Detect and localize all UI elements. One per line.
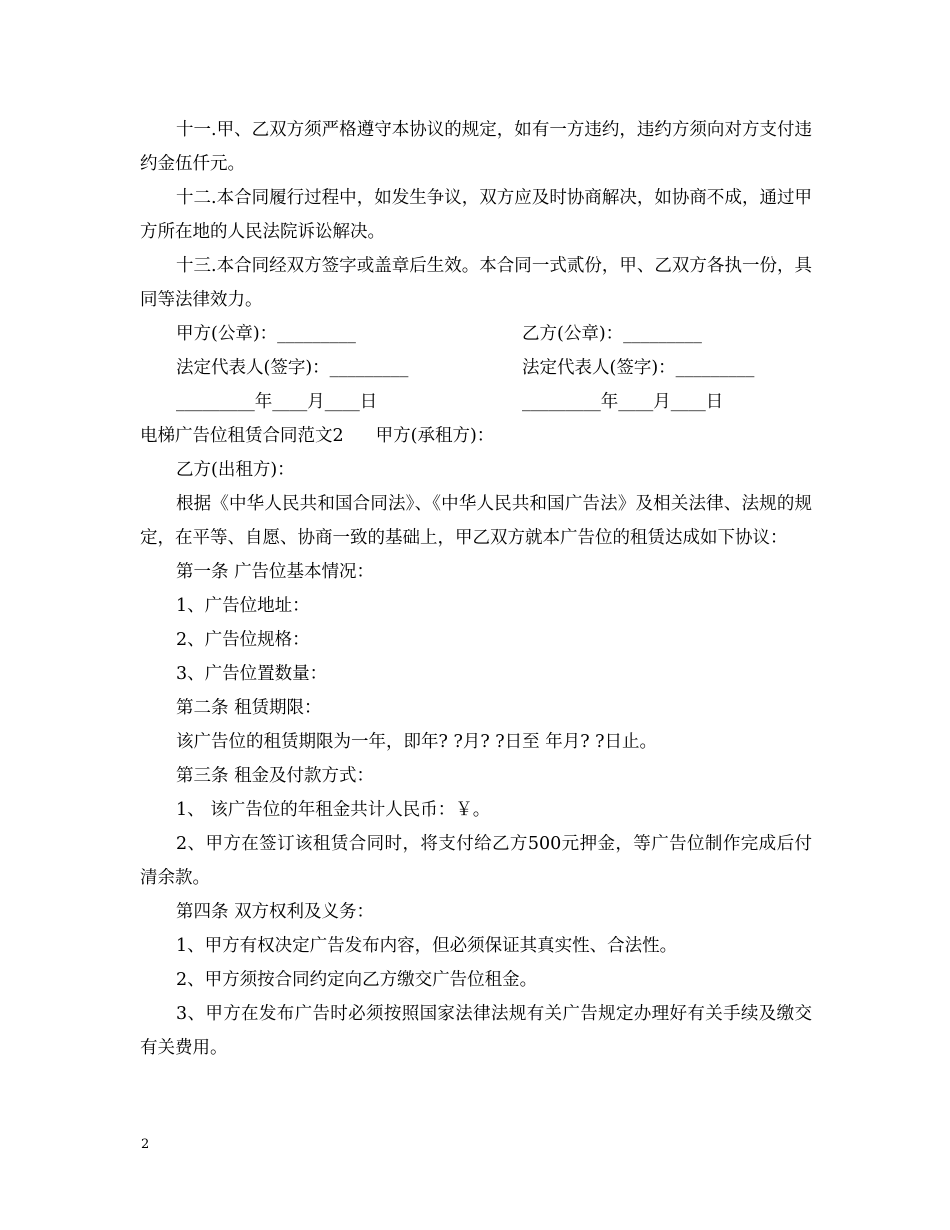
article-2-heading: 第二条 租赁期限： bbox=[176, 698, 322, 718]
signature-row-date bbox=[140, 385, 812, 419]
clause-11: 十一.甲、乙双方须严格遵守本协议的规定，如有一方违约，违约方须向对方支付违约金伍仟元。 bbox=[140, 120, 812, 174]
signature-row-rep bbox=[140, 351, 812, 385]
article-3-item-2: 2、甲方在签订该租赁合同时，将支付给乙方500元押金，等广告位制作完成后付清余款。 bbox=[140, 834, 812, 888]
article-1-item-3: 3、广告位置数量： bbox=[176, 664, 328, 684]
clause-12: 十二.本合同履行过程中，如发生争议，双方应及时协商解决，如协商不成，通过甲方所在地的人民法院诉讼解决。 bbox=[140, 188, 812, 242]
article-1-item-2: 2、广告位规格： bbox=[176, 630, 310, 650]
article-3-item-1: 1、 该广告位的年租金共计人民币：￥。 bbox=[176, 800, 491, 820]
page-number: 2 bbox=[141, 1137, 150, 1152]
party-b-rep: 法定代表人(签字)：_________ bbox=[522, 358, 755, 378]
clause-13: 十三.本合同经双方签字或盖章后生效。本合同一式贰份，甲、乙双方各执一份，具同等法律效力。 bbox=[140, 256, 812, 310]
party-a-label: 甲方(承租方)： bbox=[375, 426, 495, 446]
article-1-item-1: 1、广告位地址： bbox=[176, 596, 310, 616]
article-3-heading: 第三条 租金及付款方式： bbox=[176, 766, 375, 786]
party-a-seal: 甲方(公章)：_________ bbox=[176, 324, 356, 344]
preamble: 根据《中华人民共和国合同法》、《中华人民共和国广告法》及相关法律、法规的规定，在平等、自愿、协商一致的基础上，甲乙双方就本广告位的租赁达成如下协议： bbox=[140, 494, 812, 548]
article-2-text: 该广告位的租赁期限为一年，即年? ?月? ?日至 年月? ?日止。 bbox=[176, 732, 658, 752]
party-a-date: _________年____月____日 bbox=[176, 392, 378, 412]
section-title-row bbox=[140, 419, 812, 453]
article-1-heading: 第一条 广告位基本情况： bbox=[176, 562, 375, 582]
article-4-heading: 第四条 双方权利及义务： bbox=[176, 902, 375, 922]
party-a-rep: 法定代表人(签字)：_________ bbox=[176, 358, 409, 378]
party-b-label: 乙方(出租方)： bbox=[176, 460, 295, 480]
party-b-seal: 乙方(公章)：_________ bbox=[522, 324, 702, 344]
signature-row-seal bbox=[140, 317, 812, 351]
party-b-date: _________年____月____日 bbox=[522, 392, 724, 412]
section-title: 电梯广告位租赁合同范文2 bbox=[140, 426, 344, 446]
article-4-item-1: 1、甲方有权决定广告发布内容，但必须保证其真实性、合法性。 bbox=[176, 936, 678, 956]
article-4-item-3: 3、甲方在发布广告时必须按照国家法律法规有关广告规定办理好有关手续及缴交有关费用。 bbox=[140, 1004, 812, 1058]
document-body bbox=[140, 113, 812, 1065]
article-4-item-2: 2、甲方须按合同约定向乙方缴交广告位租金。 bbox=[176, 970, 538, 990]
